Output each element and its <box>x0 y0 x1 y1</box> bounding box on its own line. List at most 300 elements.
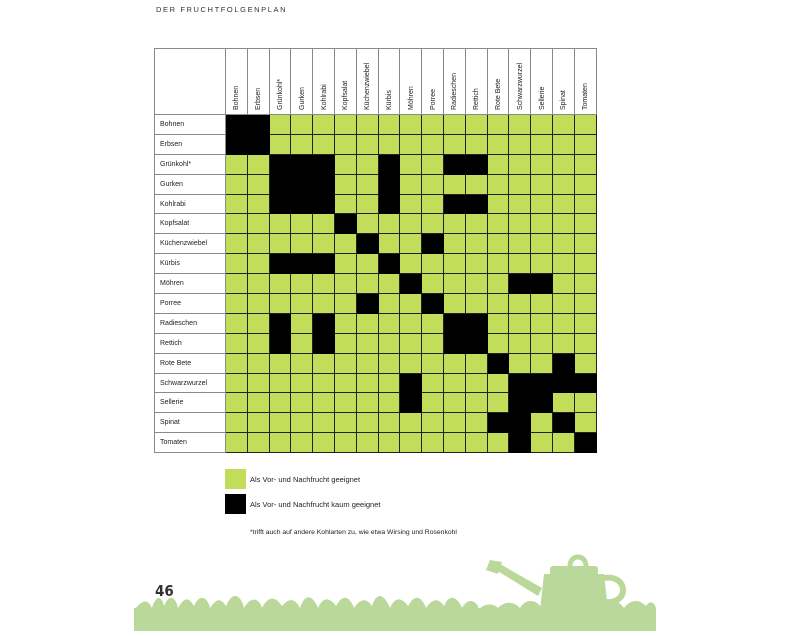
cell-suitable <box>400 254 422 274</box>
cell-unsuitable <box>378 254 400 274</box>
cell-suitable <box>378 134 400 154</box>
cell-suitable <box>291 294 313 314</box>
legend-item-suitable <box>225 469 381 489</box>
cell-suitable <box>400 134 422 154</box>
cell-unsuitable <box>313 154 335 174</box>
cell-suitable <box>334 174 356 194</box>
cell-suitable <box>400 413 422 433</box>
cell-suitable <box>465 393 487 413</box>
cell-suitable <box>378 294 400 314</box>
cell-suitable <box>465 294 487 314</box>
cell-suitable <box>226 353 248 373</box>
cell-unsuitable <box>465 313 487 333</box>
cell-unsuitable <box>313 254 335 274</box>
cell-suitable <box>334 433 356 453</box>
cell-suitable <box>443 413 465 433</box>
cell-suitable <box>378 115 400 135</box>
cell-suitable <box>443 353 465 373</box>
cell-suitable <box>552 154 574 174</box>
cell-suitable <box>226 294 248 314</box>
column-header <box>334 49 356 115</box>
column-header-label: Spinat <box>560 90 568 110</box>
cell-suitable <box>313 353 335 373</box>
cell-suitable <box>531 174 553 194</box>
cell-suitable <box>443 274 465 294</box>
cell-suitable <box>226 373 248 393</box>
cell-suitable <box>443 433 465 453</box>
table-row <box>155 433 597 453</box>
cell-suitable <box>487 134 509 154</box>
table-row <box>155 294 597 314</box>
column-header <box>531 49 553 115</box>
cell-suitable <box>247 373 269 393</box>
cell-unsuitable <box>226 134 248 154</box>
row-header: Schwarzwurzel <box>155 373 226 393</box>
cell-unsuitable <box>269 194 291 214</box>
cell-suitable <box>400 214 422 234</box>
cell-suitable <box>531 134 553 154</box>
column-header <box>313 49 335 115</box>
cell-suitable <box>574 393 596 413</box>
cell-suitable <box>247 333 269 353</box>
cell-suitable <box>465 353 487 373</box>
column-header <box>465 49 487 115</box>
cell-suitable <box>334 274 356 294</box>
cell-suitable <box>313 134 335 154</box>
cell-suitable <box>378 393 400 413</box>
cell-suitable <box>531 254 553 274</box>
cell-suitable <box>531 194 553 214</box>
cell-unsuitable <box>531 274 553 294</box>
cell-suitable <box>487 313 509 333</box>
column-header-label: Grünkohl* <box>276 78 284 110</box>
cell-suitable <box>443 373 465 393</box>
cell-suitable <box>400 433 422 453</box>
cell-suitable <box>552 333 574 353</box>
cell-suitable <box>400 115 422 135</box>
cell-suitable <box>226 393 248 413</box>
column-header-label: Rettich <box>473 88 481 110</box>
cell-suitable <box>574 115 596 135</box>
cell-suitable <box>443 294 465 314</box>
cell-suitable <box>487 254 509 274</box>
cell-suitable <box>247 353 269 373</box>
cell-unsuitable <box>378 174 400 194</box>
table-row <box>155 154 597 174</box>
cell-suitable <box>509 214 531 234</box>
cell-unsuitable <box>269 333 291 353</box>
cell-suitable <box>574 413 596 433</box>
cell-suitable <box>356 393 378 413</box>
cell-unsuitable <box>443 194 465 214</box>
cell-suitable <box>226 313 248 333</box>
table-row <box>155 373 597 393</box>
cell-suitable <box>400 174 422 194</box>
cell-suitable <box>487 194 509 214</box>
cell-suitable <box>465 234 487 254</box>
row-header: Radieschen <box>155 313 226 333</box>
cell-suitable <box>226 234 248 254</box>
cell-suitable <box>465 274 487 294</box>
table-row <box>155 134 597 154</box>
cell-suitable <box>269 433 291 453</box>
cell-suitable <box>291 373 313 393</box>
cell-suitable <box>247 234 269 254</box>
cell-suitable <box>487 333 509 353</box>
cell-unsuitable <box>313 333 335 353</box>
cell-suitable <box>443 214 465 234</box>
cell-unsuitable <box>378 154 400 174</box>
cell-suitable <box>487 214 509 234</box>
cell-unsuitable <box>334 214 356 234</box>
cell-suitable <box>378 313 400 333</box>
legend-label-suitable: Als Vor- und Nachfrucht geeignet <box>250 474 361 484</box>
cell-suitable <box>291 214 313 234</box>
cell-suitable <box>356 373 378 393</box>
cell-suitable <box>574 234 596 254</box>
cell-suitable <box>465 373 487 393</box>
cell-suitable <box>356 254 378 274</box>
cell-suitable <box>552 234 574 254</box>
cell-suitable <box>552 393 574 413</box>
cell-suitable <box>574 333 596 353</box>
cell-suitable <box>422 393 444 413</box>
cell-suitable <box>443 234 465 254</box>
cell-unsuitable <box>552 413 574 433</box>
cell-suitable <box>226 433 248 453</box>
cell-suitable <box>291 393 313 413</box>
cell-suitable <box>334 194 356 214</box>
cell-suitable <box>487 393 509 413</box>
row-header: Sellerie <box>155 393 226 413</box>
cell-suitable <box>269 134 291 154</box>
cell-suitable <box>574 134 596 154</box>
cell-unsuitable <box>422 294 444 314</box>
cell-suitable <box>509 115 531 135</box>
cell-suitable <box>422 254 444 274</box>
cell-unsuitable <box>378 194 400 214</box>
row-header: Rote Bete <box>155 353 226 373</box>
cell-unsuitable <box>291 154 313 174</box>
cell-suitable <box>334 333 356 353</box>
cell-suitable <box>531 433 553 453</box>
cell-unsuitable <box>509 274 531 294</box>
cell-suitable <box>247 294 269 314</box>
cell-unsuitable <box>487 353 509 373</box>
table-row <box>155 333 597 353</box>
cell-unsuitable <box>400 274 422 294</box>
cell-unsuitable <box>443 154 465 174</box>
column-header-label: Küchenzwiebel <box>364 62 372 110</box>
cell-suitable <box>552 313 574 333</box>
table-row <box>155 115 597 135</box>
column-header <box>574 49 596 115</box>
cell-suitable <box>509 234 531 254</box>
cell-suitable <box>400 353 422 373</box>
cell-suitable <box>378 333 400 353</box>
cell-unsuitable <box>487 413 509 433</box>
cell-suitable <box>313 433 335 453</box>
cell-suitable <box>313 373 335 393</box>
cell-suitable <box>291 234 313 254</box>
cell-suitable <box>465 214 487 234</box>
cell-suitable <box>247 313 269 333</box>
cell-suitable <box>334 254 356 274</box>
cell-suitable <box>422 214 444 234</box>
cell-suitable <box>247 194 269 214</box>
cell-suitable <box>356 274 378 294</box>
page-header: DER FRUCHTFOLGENPLAN <box>156 5 288 14</box>
cell-suitable <box>313 294 335 314</box>
cell-suitable <box>574 313 596 333</box>
cell-suitable <box>378 353 400 373</box>
cell-suitable <box>378 214 400 234</box>
cell-suitable <box>226 154 248 174</box>
cell-suitable <box>313 413 335 433</box>
cell-suitable <box>400 154 422 174</box>
cell-suitable <box>269 115 291 135</box>
column-header-label: Tomaten <box>582 83 590 110</box>
cell-suitable <box>574 214 596 234</box>
cell-unsuitable <box>443 333 465 353</box>
column-header <box>247 49 269 115</box>
cell-suitable <box>313 234 335 254</box>
cell-unsuitable <box>269 313 291 333</box>
cell-suitable <box>291 333 313 353</box>
cell-unsuitable <box>269 254 291 274</box>
footer-garden-illustration <box>134 548 656 636</box>
column-header-label: Rote Bete <box>494 78 502 110</box>
column-header-label: Bohnen <box>233 85 241 110</box>
cell-suitable <box>422 134 444 154</box>
column-header-label: Schwarzwurzel <box>516 62 524 110</box>
cell-unsuitable <box>313 194 335 214</box>
cell-suitable <box>574 274 596 294</box>
cell-suitable <box>356 413 378 433</box>
cell-unsuitable <box>356 234 378 254</box>
cell-suitable <box>443 134 465 154</box>
column-header <box>422 49 444 115</box>
cell-unsuitable <box>247 115 269 135</box>
cell-suitable <box>422 413 444 433</box>
cell-suitable <box>226 274 248 294</box>
cell-suitable <box>247 393 269 413</box>
cell-suitable <box>226 333 248 353</box>
cell-unsuitable <box>291 254 313 274</box>
cell-suitable <box>509 313 531 333</box>
cell-suitable <box>334 134 356 154</box>
column-header <box>291 49 313 115</box>
cell-unsuitable <box>509 413 531 433</box>
cell-suitable <box>465 134 487 154</box>
cell-suitable <box>356 115 378 135</box>
cell-suitable <box>509 174 531 194</box>
cell-unsuitable <box>313 174 335 194</box>
cell-suitable <box>313 393 335 413</box>
cell-suitable <box>269 274 291 294</box>
cell-suitable <box>334 313 356 333</box>
cell-suitable <box>487 294 509 314</box>
cell-suitable <box>531 313 553 333</box>
cell-unsuitable <box>291 174 313 194</box>
cell-suitable <box>291 413 313 433</box>
cell-suitable <box>422 433 444 453</box>
cell-suitable <box>443 254 465 274</box>
column-header-label: Kürbis <box>385 90 393 110</box>
cell-suitable <box>226 174 248 194</box>
cell-suitable <box>356 433 378 453</box>
column-header-label: Kohlrabi <box>320 84 328 110</box>
cell-suitable <box>531 214 553 234</box>
cell-suitable <box>334 393 356 413</box>
column-header-label: Gurken <box>298 87 306 110</box>
cell-suitable <box>574 254 596 274</box>
cell-unsuitable <box>356 294 378 314</box>
cell-suitable <box>378 373 400 393</box>
cell-suitable <box>269 234 291 254</box>
cell-suitable <box>422 115 444 135</box>
row-header: Kürbis <box>155 254 226 274</box>
column-header <box>226 49 248 115</box>
cell-suitable <box>356 194 378 214</box>
table-row <box>155 214 597 234</box>
cell-suitable <box>465 433 487 453</box>
cell-suitable <box>313 214 335 234</box>
cell-suitable <box>552 274 574 294</box>
cell-suitable <box>356 333 378 353</box>
cell-suitable <box>574 154 596 174</box>
column-header-label: Radieschen <box>451 73 459 110</box>
table-row <box>155 313 597 333</box>
cell-suitable <box>356 174 378 194</box>
column-header <box>378 49 400 115</box>
watering-can-plants-silhouette-icon <box>134 548 656 631</box>
column-header-row <box>155 49 597 115</box>
table-row <box>155 174 597 194</box>
cell-suitable <box>269 353 291 373</box>
cell-suitable <box>422 154 444 174</box>
cell-suitable <box>443 393 465 413</box>
cell-unsuitable <box>465 194 487 214</box>
table-row <box>155 353 597 373</box>
cell-suitable <box>487 433 509 453</box>
cell-suitable <box>552 194 574 214</box>
legend-swatch-unsuitable <box>225 494 246 514</box>
column-header <box>269 49 291 115</box>
cell-unsuitable <box>531 373 553 393</box>
legend-item-unsuitable <box>225 494 381 514</box>
cell-suitable <box>531 413 553 433</box>
cell-suitable <box>291 353 313 373</box>
column-header <box>509 49 531 115</box>
cell-suitable <box>487 373 509 393</box>
row-header: Gurken <box>155 174 226 194</box>
crop-rotation-grid <box>154 48 597 453</box>
row-header: Rettich <box>155 333 226 353</box>
cell-suitable <box>247 174 269 194</box>
table-row <box>155 254 597 274</box>
cell-suitable <box>334 234 356 254</box>
cell-suitable <box>400 234 422 254</box>
cell-suitable <box>247 433 269 453</box>
cell-suitable <box>422 333 444 353</box>
row-header: Kohlrabi <box>155 194 226 214</box>
cell-suitable <box>552 134 574 154</box>
cell-suitable <box>400 294 422 314</box>
cell-suitable <box>574 194 596 214</box>
cell-suitable <box>313 274 335 294</box>
grid-corner <box>155 49 226 115</box>
legend <box>225 469 381 519</box>
cell-suitable <box>531 353 553 373</box>
column-header <box>400 49 422 115</box>
column-header-label: Porree <box>429 88 437 110</box>
cell-suitable <box>422 274 444 294</box>
cell-suitable <box>269 393 291 413</box>
cell-suitable <box>356 134 378 154</box>
cell-suitable <box>531 234 553 254</box>
cell-unsuitable <box>574 433 596 453</box>
cell-suitable <box>400 194 422 214</box>
column-header <box>443 49 465 115</box>
cell-suitable <box>487 174 509 194</box>
cell-suitable <box>334 353 356 373</box>
cell-suitable <box>269 294 291 314</box>
cell-suitable <box>552 174 574 194</box>
cell-unsuitable <box>509 393 531 413</box>
cell-suitable <box>531 294 553 314</box>
cell-suitable <box>465 413 487 433</box>
column-header <box>552 49 574 115</box>
cell-suitable <box>509 154 531 174</box>
cell-suitable <box>552 214 574 234</box>
cell-suitable <box>531 115 553 135</box>
cell-unsuitable <box>291 194 313 214</box>
crop-rotation-table <box>154 48 597 453</box>
cell-suitable <box>247 274 269 294</box>
row-header: Tomaten <box>155 433 226 453</box>
cell-unsuitable <box>465 333 487 353</box>
cell-suitable <box>291 134 313 154</box>
cell-suitable <box>226 194 248 214</box>
cell-suitable <box>378 274 400 294</box>
column-header-label: Kopfsalat <box>342 80 350 110</box>
cell-unsuitable <box>509 433 531 453</box>
cell-suitable <box>552 115 574 135</box>
cell-suitable <box>487 274 509 294</box>
cell-suitable <box>269 214 291 234</box>
cell-unsuitable <box>400 373 422 393</box>
cell-suitable <box>226 254 248 274</box>
column-header-label: Erbsen <box>255 87 263 110</box>
cell-suitable <box>334 294 356 314</box>
cell-suitable <box>378 234 400 254</box>
cell-unsuitable <box>269 154 291 174</box>
cell-suitable <box>334 373 356 393</box>
table-row <box>155 234 597 254</box>
cell-suitable <box>269 373 291 393</box>
cell-suitable <box>400 313 422 333</box>
cell-suitable <box>378 413 400 433</box>
column-header <box>487 49 509 115</box>
cell-suitable <box>552 254 574 274</box>
cell-suitable <box>422 373 444 393</box>
row-header: Küchenzwiebel <box>155 234 226 254</box>
column-header <box>356 49 378 115</box>
cell-suitable <box>422 353 444 373</box>
cell-suitable <box>574 174 596 194</box>
row-header: Erbsen <box>155 134 226 154</box>
